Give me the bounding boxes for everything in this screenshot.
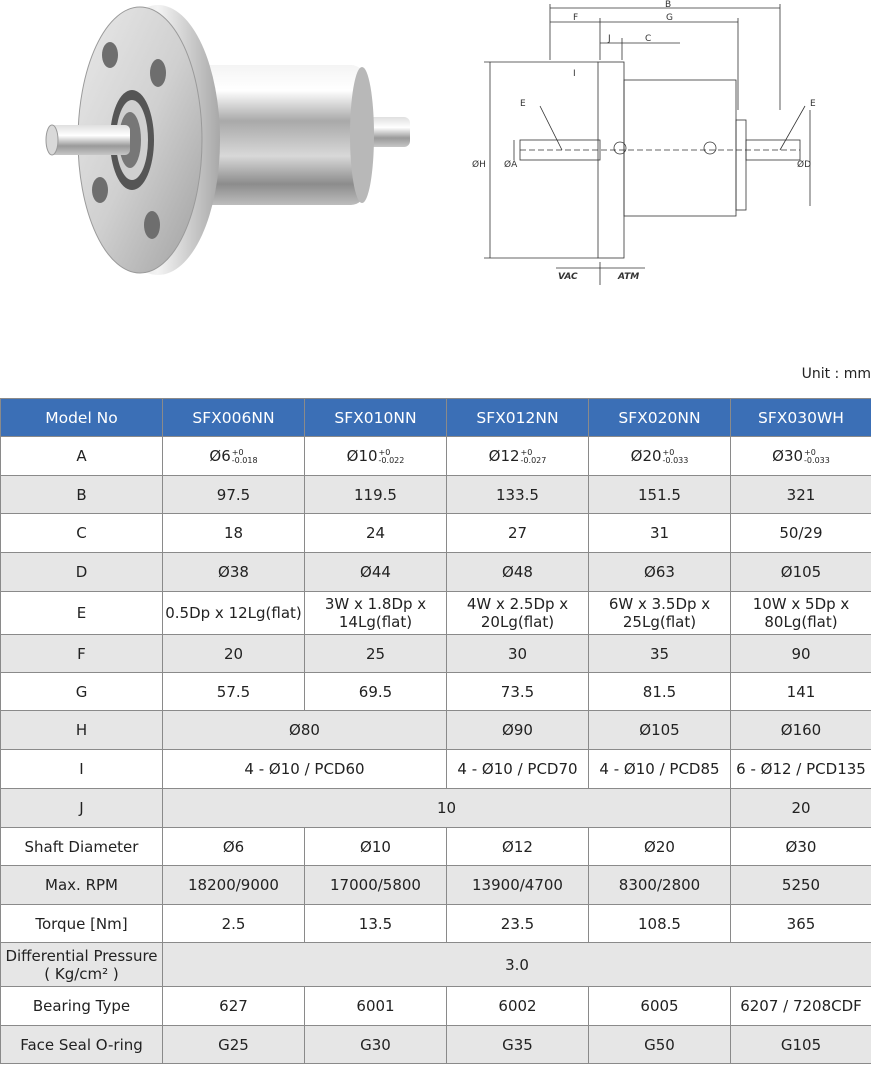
table-cell: 20 [731, 789, 871, 828]
row-label: H [1, 711, 163, 750]
table-cell: Ø12 [447, 828, 589, 866]
table-cell: G105 [731, 1026, 871, 1064]
table-row-f [1, 635, 871, 673]
table-cell: 23.5 [447, 905, 589, 943]
table-cell: Ø30 [731, 828, 871, 866]
drawing-label-c: C [645, 34, 652, 44]
header-cell: SFX030WH [731, 399, 871, 437]
header-row [1, 399, 871, 437]
table-cell: Ø105 [589, 711, 731, 750]
table-row-c [1, 514, 871, 553]
table-cell: Ø12 +0 -0.027 [447, 437, 589, 476]
table-cell: Ø6 [163, 828, 305, 866]
table-cell: G50 [589, 1026, 731, 1064]
table-cell: 13.5 [305, 905, 447, 943]
table-cell: 20 [163, 635, 305, 673]
row-label: J [1, 789, 163, 828]
table-row-e [1, 592, 871, 635]
table-row-j [1, 789, 871, 828]
table-cell: 6 - Ø12 / PCD135 [731, 750, 871, 789]
table-cell: 57.5 [163, 673, 305, 711]
header-cell: SFX020NN [589, 399, 731, 437]
table-cell: 0.5Dp x 12Lg(flat) [163, 592, 305, 635]
table-row-g [1, 673, 871, 711]
table-cell: 6005 [589, 987, 731, 1026]
table-cell: Ø10 +0 -0.022 [305, 437, 447, 476]
spec-table [0, 398, 871, 1064]
table-cell: 6207 / 7208CDF [731, 987, 871, 1026]
table-row-max-rpm [1, 866, 871, 905]
drawing-label-d: ØD [797, 160, 812, 170]
header-cell: SFX010NN [305, 399, 447, 437]
table-cell: 17000/5800 [305, 866, 447, 905]
header-cell: SFX012NN [447, 399, 589, 437]
table-cell: G35 [447, 1026, 589, 1064]
table-row-a [1, 437, 871, 476]
table-cell: Ø80 [163, 711, 447, 750]
drawing-label-b: B [665, 0, 672, 10]
table-cell: 3.0 [163, 943, 871, 987]
table-row-b [1, 476, 871, 514]
table-cell: Ø105 [731, 553, 871, 592]
table-cell: 6W x 3.5Dp x 25Lg(flat) [589, 592, 731, 635]
table-cell: 10 [163, 789, 731, 828]
table-cell: 50/29 [731, 514, 871, 553]
table-cell: 31 [589, 514, 731, 553]
table-cell: G30 [305, 1026, 447, 1064]
table-cell: 6001 [305, 987, 447, 1026]
table-cell: 119.5 [305, 476, 447, 514]
drawing-label-e-left: E [520, 99, 526, 109]
table-cell: 97.5 [163, 476, 305, 514]
drawing-label-i: I [573, 69, 576, 79]
table-cell: 2.5 [163, 905, 305, 943]
drawing-label-e-right: E [810, 99, 816, 109]
table-cell: 69.5 [305, 673, 447, 711]
table-cell: 81.5 [589, 673, 731, 711]
drawing-label-h: ØH [472, 160, 486, 170]
row-label: G [1, 673, 163, 711]
table-cell: 5250 [731, 866, 871, 905]
table-row-bearing-type [1, 987, 871, 1026]
table-cell: Ø44 [305, 553, 447, 592]
table-cell: 73.5 [447, 673, 589, 711]
row-label: F [1, 635, 163, 673]
table-row-h [1, 711, 871, 750]
table-cell: 4 - Ø10 / PCD70 [447, 750, 589, 789]
table-cell: 18 [163, 514, 305, 553]
table-cell: 365 [731, 905, 871, 943]
table-cell: 141 [731, 673, 871, 711]
row-label: A [1, 437, 163, 476]
table-cell: 24 [305, 514, 447, 553]
product-image [40, 5, 420, 285]
table-cell: 35 [589, 635, 731, 673]
table-row-shaft-diameter [1, 828, 871, 866]
table-cell: Ø38 [163, 553, 305, 592]
row-label: I [1, 750, 163, 789]
table-cell: 4 - Ø10 / PCD60 [163, 750, 447, 789]
table-cell: 321 [731, 476, 871, 514]
table-cell: Ø20 +0 -0.033 [589, 437, 731, 476]
table-cell: 13900/4700 [447, 866, 589, 905]
figure-area [0, 0, 871, 300]
row-label: Max. RPM [1, 866, 163, 905]
table-cell: 151.5 [589, 476, 731, 514]
table-row-differential-pressure [1, 943, 871, 987]
table-cell: 25 [305, 635, 447, 673]
drawing-label-a: ØA [504, 160, 518, 170]
table-cell: 4W x 2.5Dp x 20Lg(flat) [447, 592, 589, 635]
table-cell: Ø63 [589, 553, 731, 592]
table-cell: 4 - Ø10 / PCD85 [589, 750, 731, 789]
row-label: E [1, 592, 163, 635]
table-cell: Ø48 [447, 553, 589, 592]
table-cell: Ø30 +0 -0.033 [731, 437, 871, 476]
table-cell: 18200/9000 [163, 866, 305, 905]
table-cell: 108.5 [589, 905, 731, 943]
table-row-d [1, 553, 871, 592]
drawing-label-j: J [608, 34, 611, 44]
table-cell: 27 [447, 514, 589, 553]
row-label: Differential Pressure ( Kg/cm² ) [1, 943, 163, 987]
row-label: Face Seal O-ring [1, 1026, 163, 1064]
table-cell: Ø90 [447, 711, 589, 750]
header-cell: Model No [1, 399, 163, 437]
table-cell: 10W x 5Dp x 80Lg(flat) [731, 592, 871, 635]
table-cell: 30 [447, 635, 589, 673]
drawing-label-atm: ATM [618, 272, 640, 282]
row-label: D [1, 553, 163, 592]
technical-drawing [470, 0, 870, 290]
table-cell: Ø10 [305, 828, 447, 866]
table-row-face-seal-oring [1, 1026, 871, 1064]
table-row-i [1, 750, 871, 789]
drawing-label-f: F [573, 13, 579, 23]
table-cell: 133.5 [447, 476, 589, 514]
row-label: C [1, 514, 163, 553]
table-cell: 627 [163, 987, 305, 1026]
table-cell: 6002 [447, 987, 589, 1026]
header-cell: SFX006NN [163, 399, 305, 437]
drawing-label-vac: VAC [558, 272, 578, 282]
table-cell: 3W x 1.8Dp x 14Lg(flat) [305, 592, 447, 635]
row-label: B [1, 476, 163, 514]
table-cell: Ø160 [731, 711, 871, 750]
table-cell: G25 [163, 1026, 305, 1064]
row-label: Bearing Type [1, 987, 163, 1026]
table-row-torque [1, 905, 871, 943]
table-cell: 90 [731, 635, 871, 673]
row-label: Torque [Nm] [1, 905, 163, 943]
table-cell: Ø6 +0 -0.018 [163, 437, 305, 476]
unit-label: Unit : mm [801, 366, 871, 382]
table-cell: Ø20 [589, 828, 731, 866]
table-cell: 8300/2800 [589, 866, 731, 905]
row-label: Shaft Diameter [1, 828, 163, 866]
drawing-label-g: G [666, 13, 673, 23]
